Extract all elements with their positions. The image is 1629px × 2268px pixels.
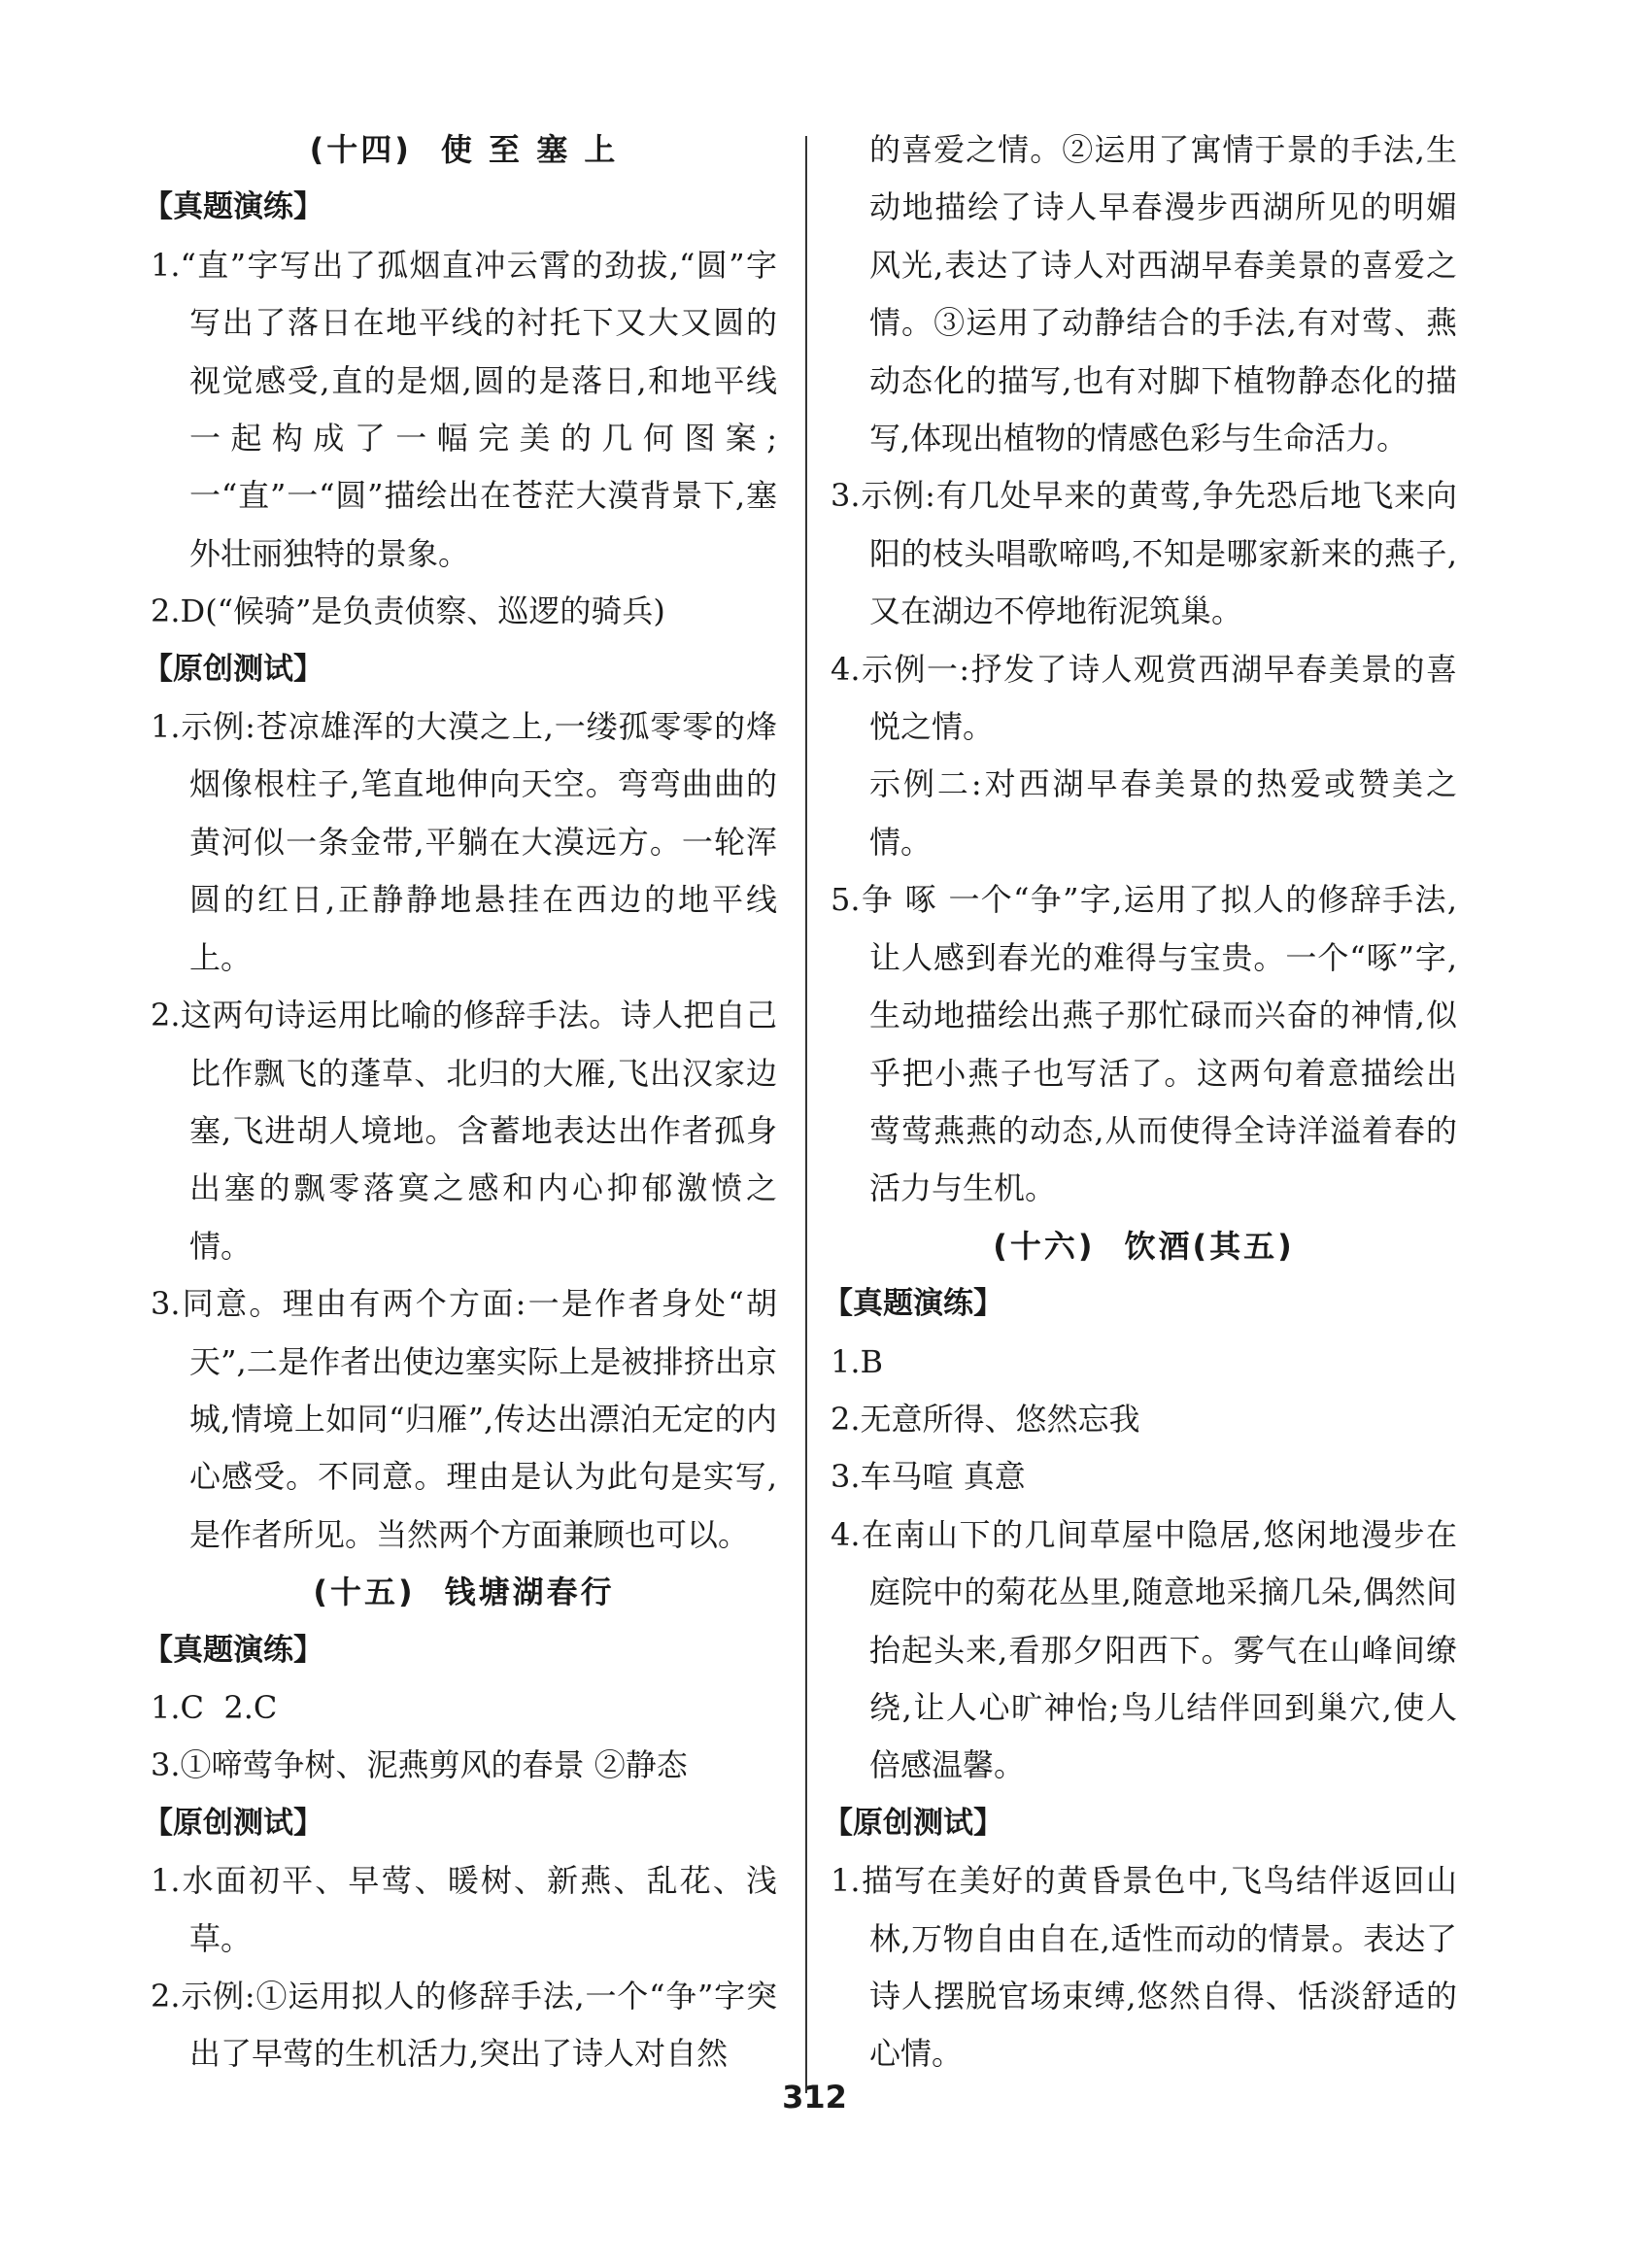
answer-item: 2.示例:①运用拟人的修辞手法,一个“争”字突出了早莺的生机活力,突出了诗人对自然 — [151, 1978, 777, 2073]
answer-item: 1.B — [831, 1342, 884, 1380]
section-title-15: (十五) 钱塘湖春行 — [313, 1574, 615, 1611]
answer-item: 5.争 啄 一个“争”字,运用了拟人的修辞手法,让人感到春光的难得与宝贵。一个“啄”字,生动地描绘出燕子那忙碌而兴奋的神情,似乎把小燕子也写活了。这两句着意描绘出莺莺燕燕的动态,从而使得全诗洋溢着春的活力与生机。 — [831, 881, 1457, 1207]
answer-item: 2.无意所得、悠然忘我 — [831, 1400, 1140, 1438]
left-column — [143, 121, 777, 2083]
subheading-yuanchuang: 【原创测试】 — [823, 1805, 1003, 1841]
column-divider — [805, 136, 807, 2093]
answer-item: 2.D(“候骑”是负责侦察、巡逻的骑兵) — [151, 592, 665, 630]
answer-item: 4.在南山下的几间草屋中隐居,悠闲地漫步在庭院中的菊花丛里,随意地采摘几朵,偶然间抬起头来,看那夕阳西下。雾气在山峰间缭绕,让人心旷神怡;鸟儿结伴回到巢穴,使人倍感温馨。 — [831, 1515, 1457, 1784]
answer-continuation: 的喜爱之情。②运用了寓情于景的手法,生动地描绘了诗人早春漫步西湖所见的明媚风光,表达了诗人对西湖早春美景的喜爱之情。③运用了动静结合的手法,有对莺、燕动态化的描写,也有对脚下植物静态化的描写,体现出植物的情感色彩与生命活力。 — [869, 131, 1457, 457]
answer-item: 4.示例一:抒发了诗人观赏西湖早春美景的喜悦之情。 — [831, 650, 1457, 746]
subheading-yuanchuang: 【原创测试】 — [143, 1805, 323, 1841]
answer-item: 3.示例:有几处早来的黄莺,争先恐后地飞来向阳的枝头唱歌啼鸣,不知是哪家新来的燕子,又在湖边不停地衔泥筑巢。 — [831, 477, 1457, 630]
subheading-zhenti: 【真题演练】 — [823, 1286, 1003, 1322]
answer-item: 1.C 2.C — [151, 1688, 278, 1726]
subheading-zhenti: 【真题演练】 — [143, 189, 323, 225]
answer-item: 3.同意。理由有两个方面:一是作者身处“胡天”,二是作者出使边塞实际上是被排挤出京城,情境上如同“归雁”,传达出漂泊无定的内心感受。不同意。理由是认为此句是实写,是作者所见。当然两个方面兼顾也可以。 — [151, 1285, 777, 1553]
answer-item: 3.车马喧 真意 — [831, 1458, 1026, 1496]
answer-item: 1.“直”字写出了孤烟直冲云霄的劲拔,“圆”字写出了落日在地平线的衬托下又大又圆的视觉感受,直的是烟,圆的是落日,和地平线一起构成了一幅完美的几何图案;一“直”一“圆”描绘出在苍茫大漠背景下,塞外壮丽独特的景象。 — [151, 246, 777, 572]
section-title-14: (十四) 使 至 塞 上 — [309, 131, 619, 168]
section-title-16: (十六) 饮酒(其五) — [993, 1227, 1295, 1265]
answer-item: 1.水面初平、早莺、暖树、新燕、乱花、浅草。 — [151, 1862, 777, 1957]
subheading-yuanchuang: 【原创测试】 — [143, 651, 323, 687]
page-number: 312 — [782, 2079, 847, 2116]
right-column — [823, 121, 1457, 2083]
answer-item: 1.描写在美好的黄昏景色中,飞鸟结伴返回山林,万物自由自在,适性而动的情景。表达了诗人摆脱官场束缚,悠然自得、恬淡舒适的心情。 — [831, 1862, 1457, 2073]
answer-item: 1.示例:苍凉雄浑的大漠之上,一缕孤零零的烽烟像根柱子,笔直地伸向天空。弯弯曲曲的黄河似一条金带,平躺在大漠远方。一轮浑圆的红日,正静静地悬挂在西边的地平线上。 — [151, 708, 777, 976]
answer-example: 示例二:对西湖早春美景的热爱或赞美之情。 — [869, 765, 1457, 861]
answer-item: 3.①啼莺争树、泥燕剪风的春景 ②静态 — [151, 1746, 688, 1784]
answer-item: 2.这两句诗运用比喻的修辞手法。诗人把自己比作飘飞的蓬草、北归的大雁,飞出汉家边塞,飞进胡人境地。含蓄地表达出作者孤身出塞的飘零落寞之感和内心抑郁激愤之情。 — [151, 997, 777, 1265]
subheading-zhenti: 【真题演练】 — [143, 1632, 323, 1668]
